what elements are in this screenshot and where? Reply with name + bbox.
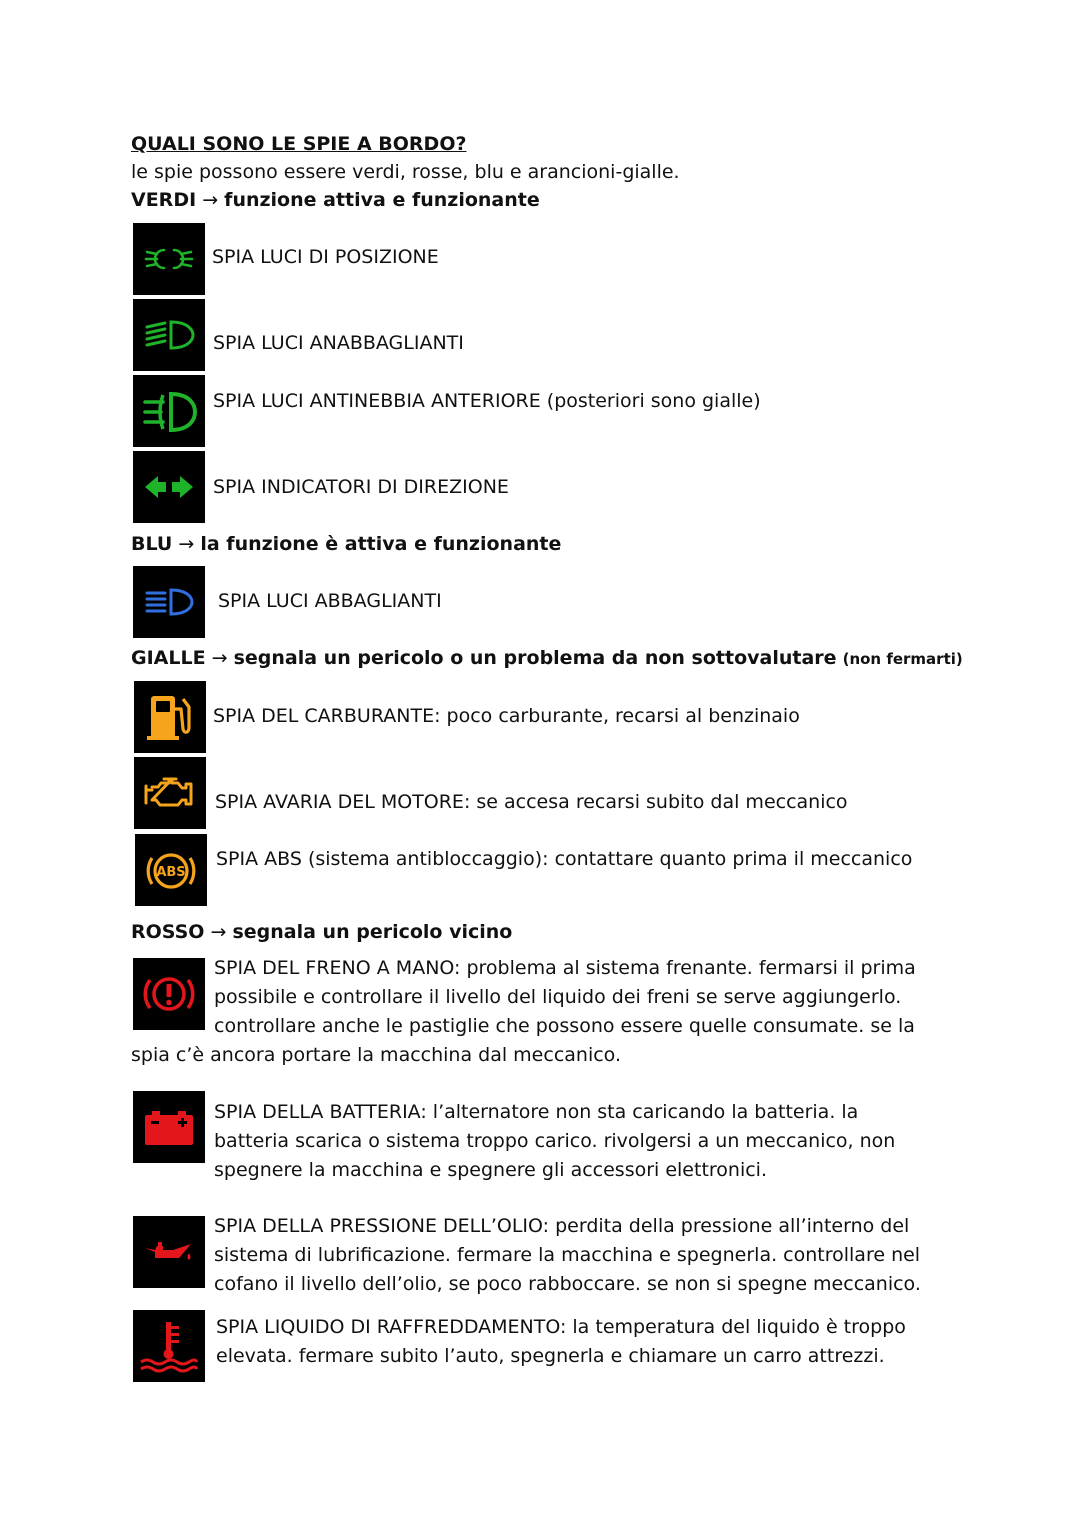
section-heading-blu [131,530,561,559]
item-text-freno-line1: SPIA DEL FRENO A MANO: problema al sistema frenante. fermarsi il prima [214,957,916,979]
section-description: segnala un pericolo vicino [232,921,513,943]
page-title: QUALI SONO LE SPIE A BORDO? [131,133,467,155]
item-text-abs: SPIA ABS (sistema antibloccaggio): contattare quanto prima il meccanico [216,848,913,870]
item-text-anabbaglianti: SPIA LUCI ANABBAGLIANTI [213,332,464,354]
item-text-batteria-line2: batteria scarica o sistema troppo carico. rivolgersi a un meccanico, non [214,1130,896,1152]
svg-text:ABS: ABS [156,865,186,880]
battery-icon [133,1091,205,1163]
engine-icon [134,757,206,829]
section-description: funzione attiva e funzionante [224,189,540,211]
item-text-olio-line1: SPIA DELLA PRESSIONE DELL’OLIO: perdita della pressione all’interno del [214,1215,910,1237]
abs-icon [135,834,207,906]
item-text-batteria-line1: SPIA DELLA BATTERIA: l’alternatore non sta caricando la batteria. la [214,1101,859,1123]
section-label: VERDI [131,189,197,211]
section-label: BLU [131,533,173,555]
arrow: → [211,647,228,669]
item-text-olio-line3: cofano il livello dell’olio, se poco rabboccare. se non si spegne meccanico. [214,1273,921,1295]
item-text-carburante: SPIA DEL CARBURANTE: poco carburante, recarsi al benzinaio [213,705,800,727]
position-lights-icon [133,223,205,295]
item-text-motore: SPIA AVARIA DEL MOTORE: se accesa recarsi subito dal meccanico [215,791,848,813]
item-text-posizione: SPIA LUCI DI POSIZIONE [212,246,439,268]
coolant-temperature-icon [133,1310,205,1382]
arrow: → [210,921,227,943]
arrow: → [202,189,219,211]
item-text-direzione: SPIA INDICATORI DI DIREZIONE [213,476,509,498]
section-note: (non fermarti) [842,650,963,668]
item-text-freno-line2: possibile e controllare il livello del liquido dei freni se serve aggiungerlo. [214,986,902,1008]
arrow: → [178,533,195,555]
turn-signal-icon [133,451,205,523]
item-text-olio-line2: sistema di lubrificazione. fermare la macchina e spegnerla. controllare nel [214,1244,921,1266]
item-text-freno-line4: spia c’è ancora portare la macchina dal meccanico. [131,1044,622,1066]
item-text-batteria-line3: spegnere la macchina e spegnere gli accessori elettronici. [214,1159,768,1181]
item-text-abbaglianti: SPIA LUCI ABBAGLIANTI [218,590,442,612]
item-text-antinebbia: SPIA LUCI ANTINEBBIA ANTERIORE (posteriori sono gialle) [213,390,761,412]
item-text-raffreddamento-line2: elevata. fermare subito l’auto, spegnerla e chiamare un carro attrezzi. [216,1345,885,1367]
section-label: GIALLE [131,647,206,669]
low-beam-icon [133,299,205,371]
section-heading-verdi [131,186,540,215]
section-label: ROSSO [131,921,205,943]
fuel-icon [134,681,206,753]
front-fog-light-icon [133,375,205,447]
oil-pressure-icon [133,1216,205,1288]
section-description: la funzione è attiva e funzionante [200,533,562,555]
section-heading-rosso [131,918,512,947]
intro-text: le spie possono essere verdi, rosse, blu e arancioni-gialle. [131,161,680,183]
item-text-freno-line3: controllare anche le pastiglie che possono essere quelle consumate. se la [214,1015,915,1037]
high-beam-icon [133,566,205,638]
item-text-raffreddamento-line1: SPIA LIQUIDO DI RAFFREDDAMENTO: la temperatura del liquido è troppo [216,1316,906,1338]
brake-icon [133,958,205,1030]
section-description: segnala un pericolo o un problema da non sottovalutare [233,647,837,669]
section-heading-gialle [131,644,963,674]
